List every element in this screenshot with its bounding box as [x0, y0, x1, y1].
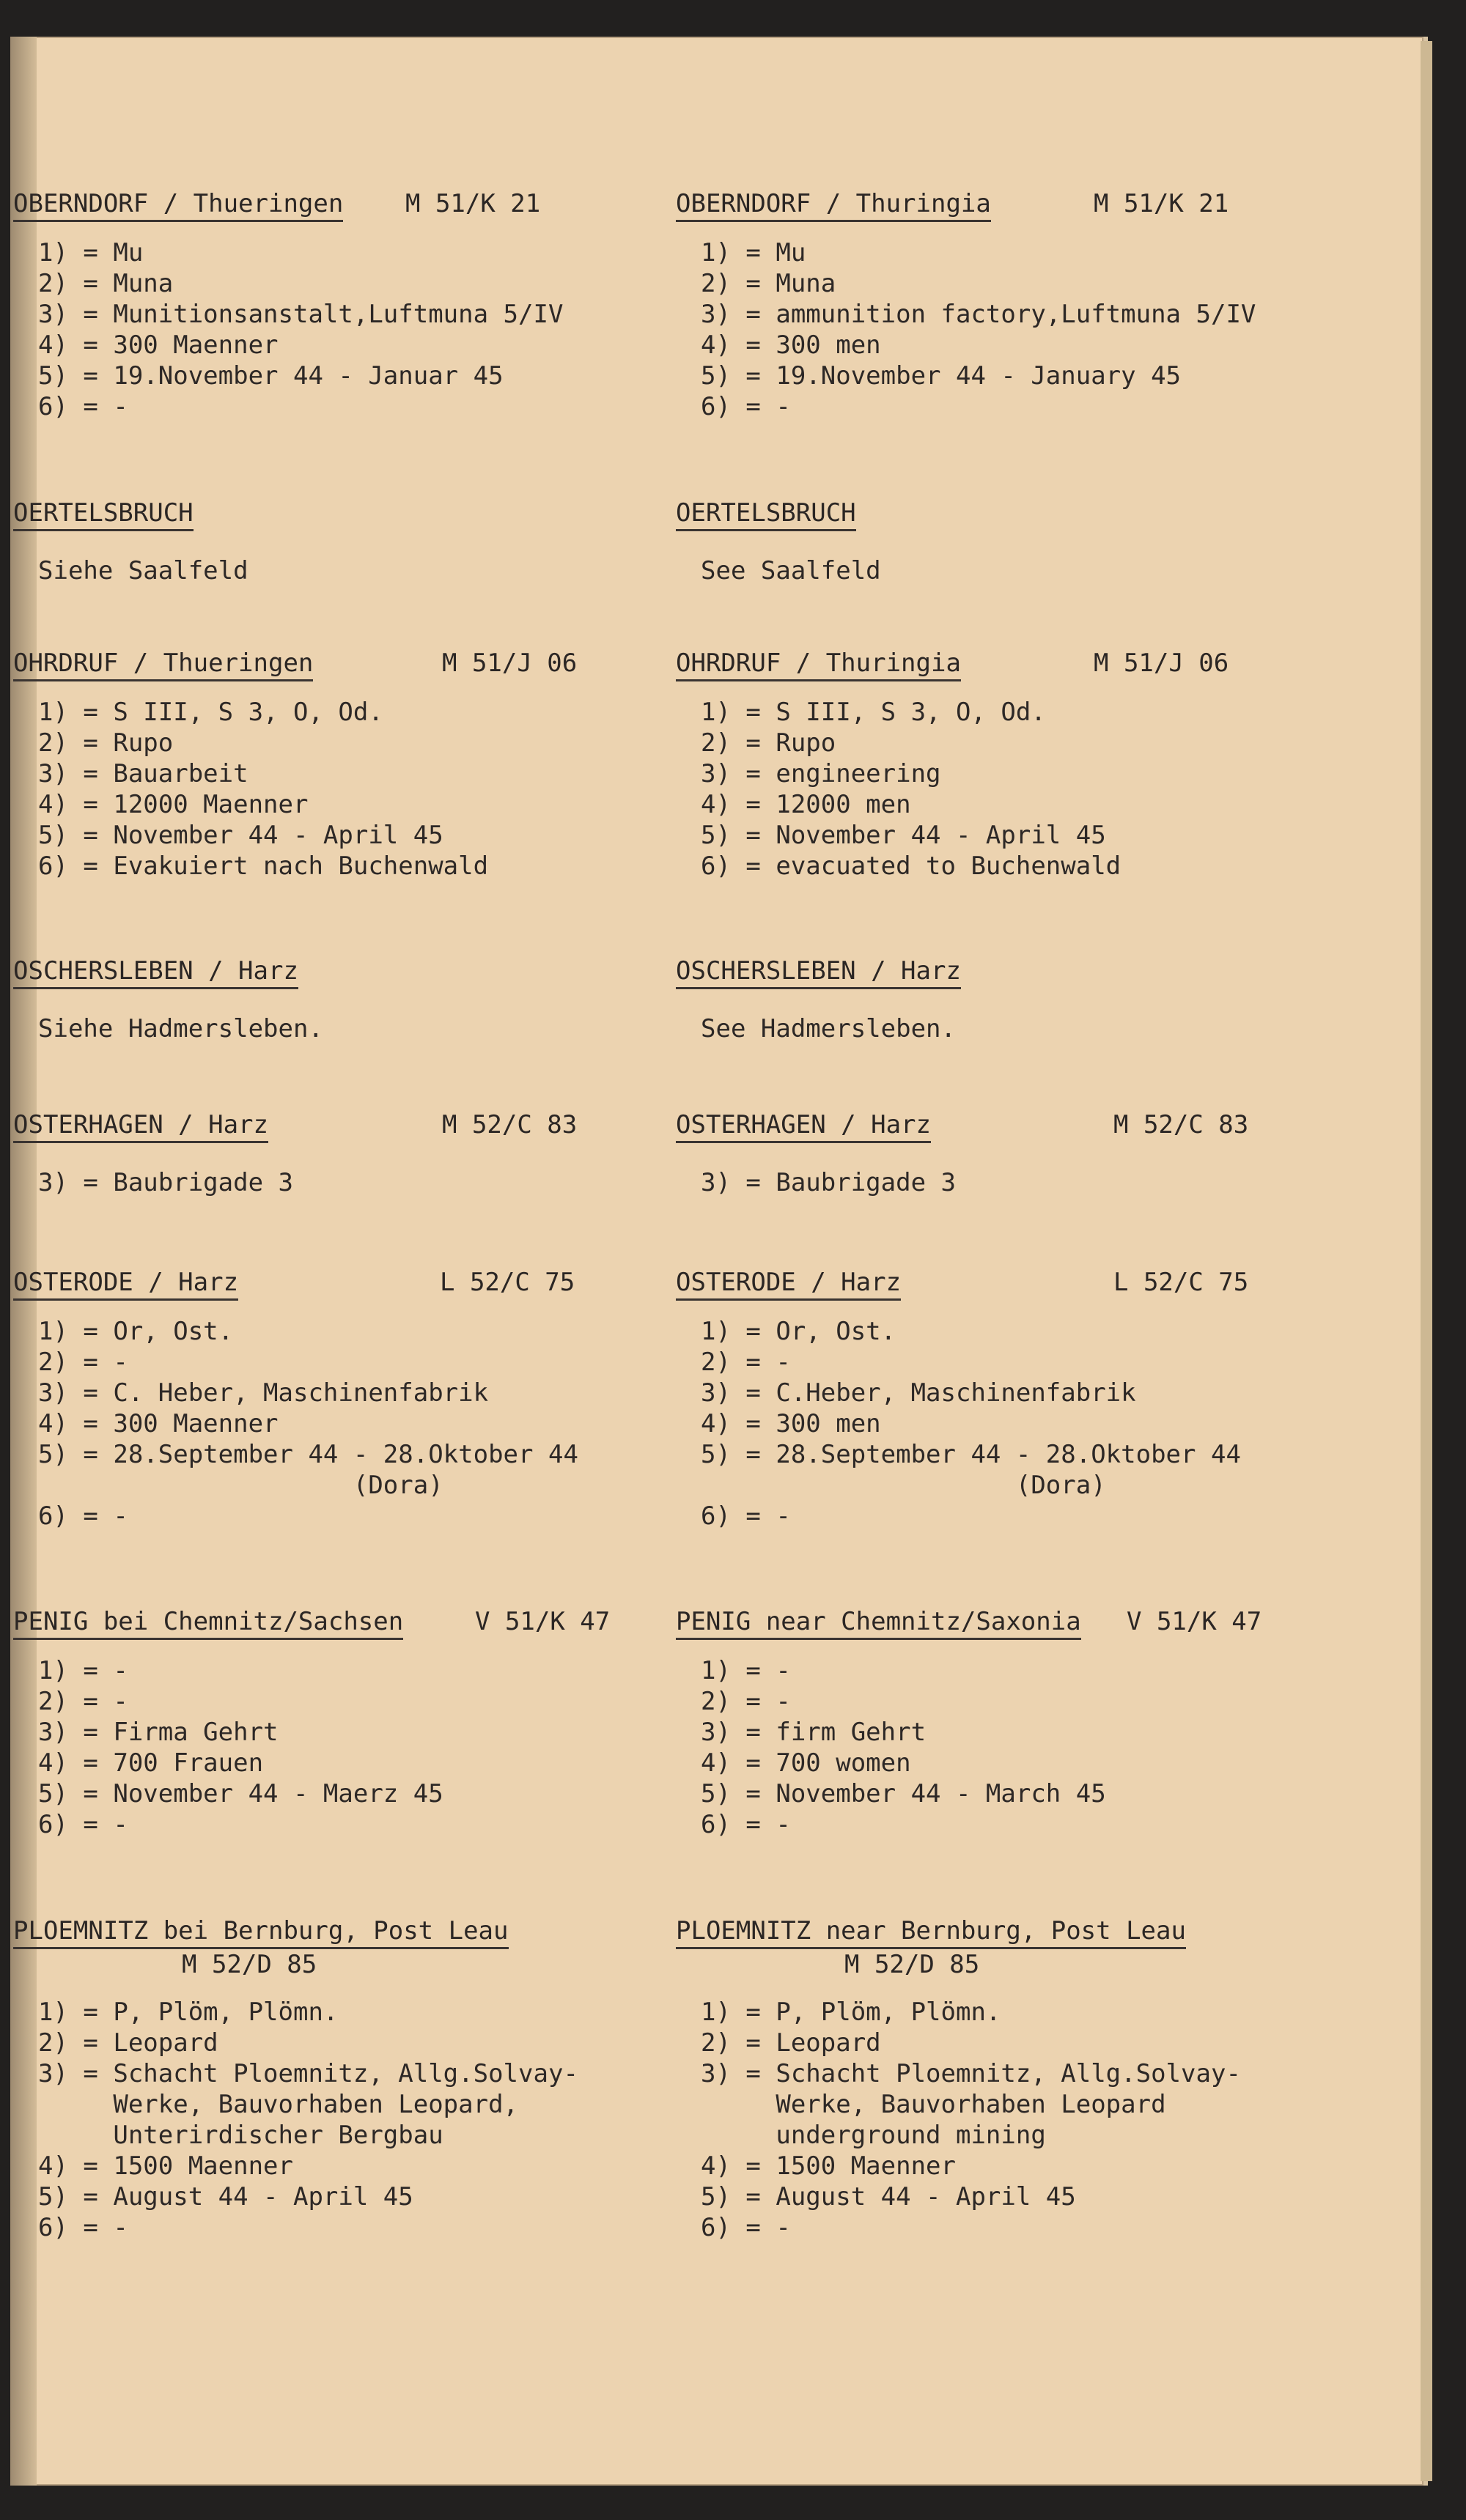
entry-header	[13, 1268, 644, 1301]
entry-line: Siehe Saalfeld	[38, 556, 248, 585]
entry-line: 3) = firm Gehrt	[701, 1718, 927, 1747]
place-name: OHRDRUF / Thuringia	[676, 649, 961, 681]
place-name: OSTERHAGEN / Harz	[676, 1110, 931, 1143]
entry-line: 1) = -	[38, 1656, 128, 1685]
entry-line: underground mining	[701, 2121, 1046, 2150]
entry-line: 3) = Bauarbeit	[38, 759, 248, 788]
entry-line: 4) = 12000 men	[701, 790, 911, 819]
entry-line: 3) = ammunition factory,Luftmuna 5/IV	[701, 300, 1256, 329]
entry-line: 5) = 28.September 44 - 28.Oktober 44	[38, 1440, 578, 1469]
entry-line: 6) = evacuated to Buchenwald	[701, 851, 1121, 881]
place-name: OSTERHAGEN / Harz	[13, 1110, 268, 1143]
entry	[13, 1110, 644, 1198]
entry-line: See Hadmersleben.	[701, 1014, 956, 1043]
entry-line: 1) = S III, S 3, O, Od.	[38, 698, 383, 727]
place-name: OBERNDORF / Thueringen	[13, 189, 343, 222]
entry-line: 1) = -	[701, 1656, 791, 1685]
entry-line: 3) = C. Heber, Maschinenfabrik	[38, 1378, 489, 1408]
entry-line: 2) = Leopard	[701, 2028, 881, 2058]
place-name: PENIG near Chemnitz/Saxonia	[676, 1607, 1081, 1640]
entry-line: 5) = 19.November 44 - Januar 45	[38, 361, 504, 391]
entry-line: (Dora)	[38, 1471, 443, 1500]
entry-line: 2) = Rupo	[38, 728, 174, 758]
entry	[13, 649, 644, 882]
entry-line: 4) = 700 Frauen	[38, 1748, 264, 1778]
entry	[676, 1110, 1306, 1198]
entry-line: 3) = Firma Gehrt	[38, 1718, 279, 1747]
entry-header	[13, 498, 644, 532]
map-code: M 52/D 85	[844, 1950, 980, 1979]
entry-line: 4) = 300 Maenner	[38, 1409, 279, 1438]
entry-line: 4) = 300 men	[701, 330, 881, 360]
entry-line: 5) = 19.November 44 - January 45	[701, 361, 1182, 391]
entry-line: 2) = Rupo	[701, 728, 836, 758]
entry	[676, 1607, 1306, 1840]
entry	[13, 498, 644, 586]
map-code: M 52/D 85	[182, 1950, 317, 1979]
entry-header	[13, 1607, 644, 1641]
entry-line: 3) = Baubrigade 3	[701, 1168, 956, 1197]
entry-line: 4) = 700 women	[701, 1748, 911, 1778]
entry-line: 1) = S III, S 3, O, Od.	[701, 698, 1046, 727]
entry-line: 2) = Leopard	[38, 2028, 218, 2058]
entry-line: 4) = 12000 Maenner	[38, 790, 309, 819]
entry-line: 6) = -	[701, 1501, 791, 1531]
entry-line: 5) = August 44 - April 45	[701, 2182, 1076, 2212]
entry-line: 5) = August 44 - April 45	[38, 2182, 413, 2212]
entry-header	[13, 649, 644, 682]
entry-header	[13, 1916, 644, 1950]
entry	[676, 956, 1306, 1044]
entry-line: 1) = P, Plöm, Plömn.	[38, 1998, 339, 2027]
entry	[13, 1916, 644, 2243]
map-code: L 52/C 75	[1113, 1268, 1249, 1297]
entry-header	[676, 956, 1306, 990]
entry-line: 4) = 300 Maenner	[38, 330, 279, 360]
entry	[13, 956, 644, 1044]
entry-header	[676, 1268, 1306, 1301]
entry-line: Werke, Bauvorhaben Leopard	[701, 2090, 1166, 2119]
entry-line: 3) = Schacht Ploemnitz, Allg.Solvay-	[701, 2059, 1241, 2088]
map-code: V 51/K 47	[475, 1607, 611, 1636]
entry-line: 1) = Or, Ost.	[38, 1317, 234, 1346]
entry-line: 6) = -	[701, 1810, 791, 1839]
entry-line: 5) = 28.September 44 - 28.Oktober 44	[701, 1440, 1241, 1469]
entry-line: 4) = 300 men	[701, 1409, 881, 1438]
entry	[676, 189, 1306, 422]
entry-line: 2) = -	[38, 1687, 128, 1716]
entry-line: Siehe Hadmersleben.	[38, 1014, 323, 1043]
entry-line: 2) = -	[38, 1348, 128, 1377]
entry-line: 1) = Mu	[701, 238, 806, 267]
place-name: OSCHERSLEBEN / Harz	[676, 956, 961, 989]
entry-line: 2) = -	[701, 1348, 791, 1377]
entry-header	[13, 1110, 644, 1144]
entry	[676, 498, 1306, 586]
entry-line: See Saalfeld	[701, 556, 881, 585]
place-name: OERTELSBRUCH	[13, 498, 194, 531]
entry-line: 5) = November 44 - April 45	[38, 821, 443, 850]
place-name: OSTERODE / Harz	[13, 1268, 238, 1301]
entry-line: 6) = -	[701, 2213, 791, 2242]
entry-header	[676, 1916, 1306, 1950]
entry-line: 3) = Schacht Ploemnitz, Allg.Solvay-	[38, 2059, 578, 2088]
entry-header	[676, 189, 1306, 223]
entry-header	[676, 1607, 1306, 1641]
entry-line: 3) = Baubrigade 3	[38, 1168, 293, 1197]
place-name: PENIG bei Chemnitz/Sachsen	[13, 1607, 403, 1640]
entry-line: (Dora)	[701, 1471, 1106, 1500]
entry	[13, 189, 644, 422]
entry-line: 5) = November 44 - April 45	[701, 821, 1106, 850]
entry	[676, 649, 1306, 882]
map-code: M 51/K 21	[1094, 189, 1229, 218]
entry-line: 1) = Or, Ost.	[701, 1317, 896, 1346]
entry-header	[676, 649, 1306, 682]
entry-line: 4) = 1500 Maenner	[38, 2151, 293, 2181]
entry-line: 6) = -	[38, 392, 128, 421]
place-name: OHRDRUF / Thueringen	[13, 649, 313, 681]
map-code: L 52/C 75	[440, 1268, 575, 1297]
map-code: M 51/J 06	[1094, 649, 1229, 678]
entry-header	[13, 189, 644, 223]
place-name: PLOEMNITZ near Bernburg, Post Leau	[676, 1916, 1186, 1949]
place-name: OSCHERSLEBEN / Harz	[13, 956, 298, 989]
entry	[676, 1268, 1306, 1531]
map-code: M 51/K 21	[405, 189, 541, 218]
place-name: OBERNDORF / Thuringia	[676, 189, 991, 222]
entry	[13, 1268, 644, 1531]
place-name: OSTERODE / Harz	[676, 1268, 901, 1301]
entry	[676, 1916, 1306, 2243]
entry-line: 1) = Mu	[38, 238, 144, 267]
place-name: PLOEMNITZ bei Bernburg, Post Leau	[13, 1916, 509, 1949]
entry-line: 3) = Munitionsanstalt,Luftmuna 5/IV	[38, 300, 564, 329]
entry	[13, 1607, 644, 1840]
map-code: M 52/C 83	[1113, 1110, 1249, 1139]
entry-line: 4) = 1500 Maenner	[701, 2151, 956, 2181]
entry-line: 6) = -	[701, 392, 791, 421]
entry-line: 2) = Muna	[38, 269, 174, 298]
entry-line: 5) = November 44 - Maerz 45	[38, 1779, 443, 1808]
entry-line: 6) = -	[38, 2213, 128, 2242]
entry-line: 1) = P, Plöm, Plömn.	[701, 1998, 1001, 2027]
entry-header	[13, 956, 644, 990]
entry-line: 5) = November 44 - March 45	[701, 1779, 1106, 1808]
map-code: M 52/C 83	[442, 1110, 578, 1139]
entry-line: 2) = -	[701, 1687, 791, 1716]
map-code: V 51/K 47	[1127, 1607, 1262, 1636]
entry-line: 6) = -	[38, 1810, 128, 1839]
entry-line: 6) = Evakuiert nach Buchenwald	[38, 851, 489, 881]
entry-line: 6) = -	[38, 1501, 128, 1531]
place-name: OERTELSBRUCH	[676, 498, 856, 531]
map-code: M 51/J 06	[442, 649, 578, 678]
entry-line: Werke, Bauvorhaben Leopard,	[38, 2090, 519, 2119]
entry-header	[676, 498, 1306, 532]
entry-header	[676, 1110, 1306, 1144]
entry-line: 3) = engineering	[701, 759, 941, 788]
entry-line: Unterirdischer Bergbau	[38, 2121, 443, 2150]
entry-line: 2) = Muna	[701, 269, 836, 298]
entry-line: 3) = C.Heber, Maschinenfabrik	[701, 1378, 1136, 1408]
